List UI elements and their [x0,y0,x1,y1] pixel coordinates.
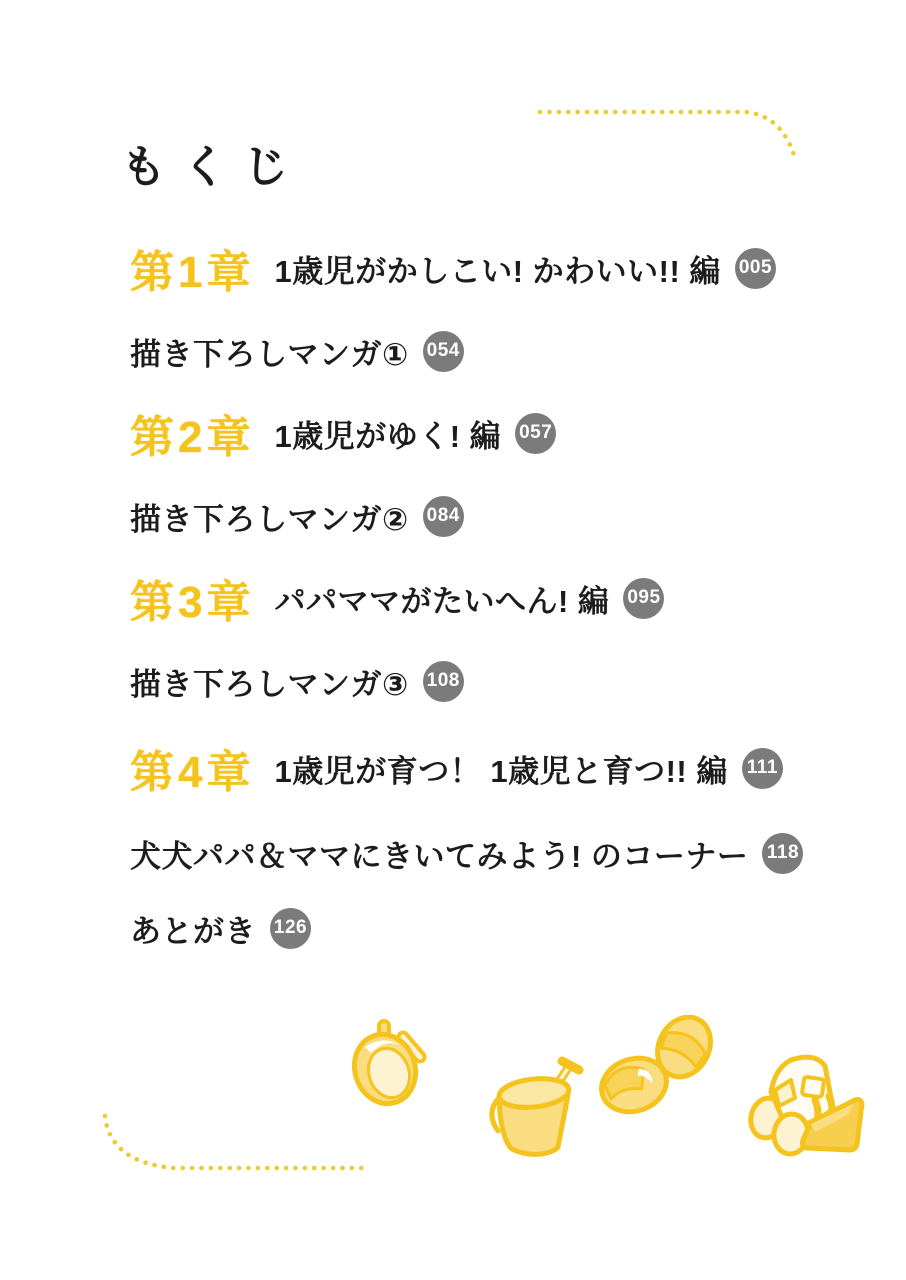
dotted-curve-top-right [528,98,813,176]
page-number-badge: 126 [270,908,311,949]
page-number-badge: 108 [423,661,464,702]
page-number-badge: 054 [423,331,464,372]
entry-title: 描き下ろしマンガ② [130,501,409,537]
chapter-label: 第4章 [130,748,255,797]
chapter-label: 第1章 [130,248,255,297]
page-number-badge: 057 [515,413,556,454]
entry-title: パパママがたいへん! 編 [274,583,610,619]
page-number-badge: 005 [735,248,776,289]
toc-chapter-row [130,739,783,797]
sand-bucket-shovel-icon [480,1055,590,1163]
entry-title: 犬犬パパ＆ママにきいてみよう! のコーナー [130,838,749,874]
rattle-toy-icon [343,1015,431,1113]
toc-item-row [130,652,464,710]
page-number-badge: 095 [623,578,664,619]
page-number-badge: 118 [762,833,803,874]
entry-title: 描き下ろしマンガ① [130,336,409,372]
toc-item-row [130,487,464,545]
chapter-label: 第2章 [130,413,255,462]
entry-title: 1歳児がかしこい! かわいい!! 編 [274,253,721,289]
dotted-curve-bottom-left [95,1106,375,1178]
toc-item-row [130,824,803,882]
toc-item-row [130,322,464,380]
toy-bulldozer-icon [745,1052,867,1160]
entry-title: あとがき [130,913,256,949]
entry-title: 1歳児が育つ！ 1歳児と育つ!! 編 [274,753,728,789]
baby-shoes-icon [596,1015,714,1119]
toc-chapter-row [130,404,556,462]
entry-title: 1歳児がゆく! 編 [274,418,502,454]
toc-chapter-row [130,569,664,627]
page-title: もくじ [121,141,305,192]
entry-title: 描き下ろしマンガ③ [130,666,409,702]
page-number-badge: 111 [742,748,783,789]
chapter-label: 第3章 [130,578,255,627]
page-number-badge: 084 [423,496,464,537]
toc-chapter-row [130,239,776,297]
toc-item-row [130,899,311,957]
